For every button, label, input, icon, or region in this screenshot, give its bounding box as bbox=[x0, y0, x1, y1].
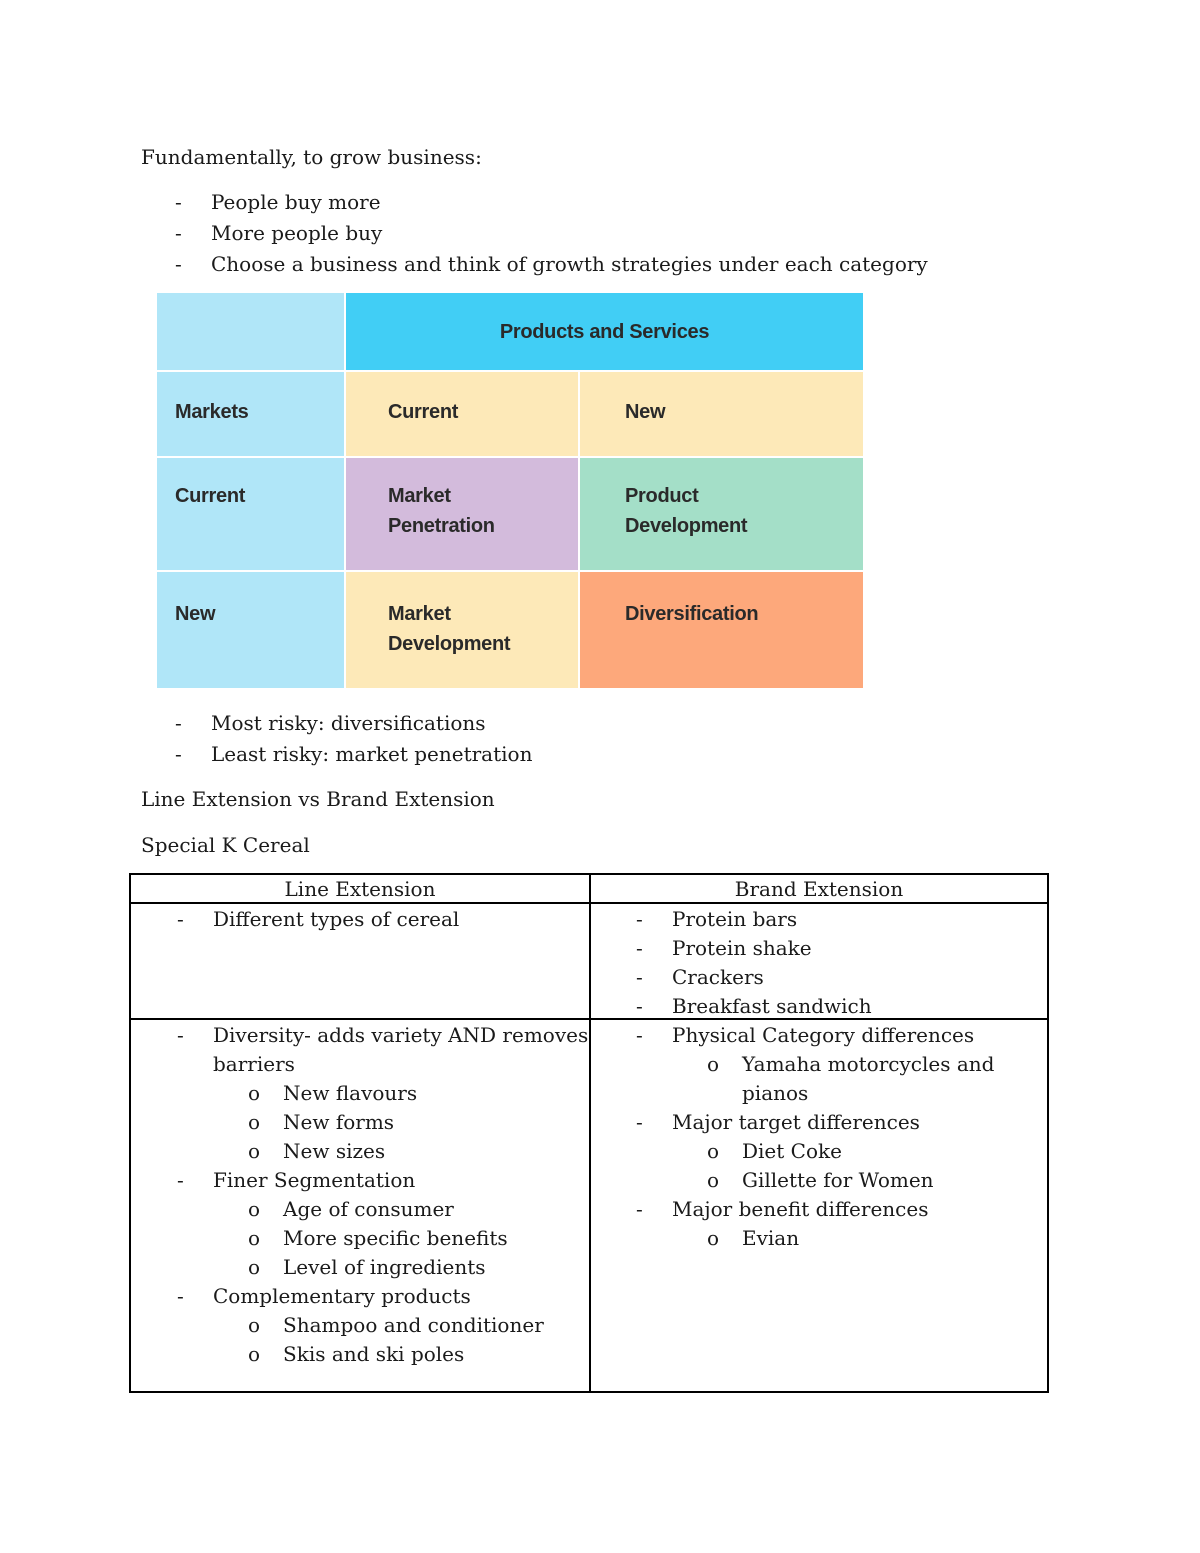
table-divider-header bbox=[131, 902, 1047, 904]
dash-marker: - bbox=[175, 252, 182, 276]
list-item: - Crackers bbox=[636, 965, 764, 989]
list-item: - Physical Category differences bbox=[636, 1023, 975, 1047]
list-item: o Diet Coke bbox=[707, 1139, 842, 1163]
list-item: - Most risky: diversifications bbox=[175, 711, 486, 735]
list-item: - Protein bars bbox=[636, 907, 798, 931]
dash-marker: - bbox=[175, 190, 182, 214]
list-item: o Shampoo and conditioner bbox=[248, 1313, 544, 1337]
list-item-continuation: pianos bbox=[742, 1081, 809, 1105]
row2-brand-extension-list bbox=[590, 1023, 994, 1255]
example-title: Special K Cereal bbox=[141, 833, 310, 857]
matrix-col-new: New bbox=[580, 372, 863, 456]
row1-line-extension-list bbox=[131, 907, 459, 936]
dash-marker: - bbox=[175, 221, 182, 245]
list-item: - Complementary products bbox=[177, 1284, 471, 1308]
list-item: o New forms bbox=[248, 1110, 395, 1134]
table-header-brand-extension: Brand Extension bbox=[734, 877, 904, 901]
comparison-table bbox=[129, 873, 1049, 1393]
list-item: - Major target differences bbox=[636, 1110, 920, 1134]
list-item: - Protein shake bbox=[636, 936, 812, 960]
list-item: - More people buy bbox=[175, 221, 383, 245]
list-item: - Major benefit differences bbox=[636, 1197, 929, 1221]
matrix-market-development: Market Development bbox=[346, 572, 578, 688]
list-item: - Breakfast sandwich bbox=[636, 994, 872, 1018]
dash-marker: - bbox=[175, 711, 182, 735]
list-item: o Skis and ski poles bbox=[248, 1342, 465, 1366]
list-item: - People buy more bbox=[175, 190, 381, 214]
matrix-row-new: New bbox=[157, 572, 344, 688]
matrix-header-products-services: Products and Services bbox=[346, 293, 863, 370]
list-item: o New flavours bbox=[248, 1081, 418, 1105]
list-item: o Level of ingredients bbox=[248, 1255, 486, 1279]
table-header-line-extension: Line Extension bbox=[284, 877, 436, 901]
matrix-markets-label: Markets bbox=[157, 372, 344, 456]
list-item: o Yamaha motorcycles and bbox=[707, 1052, 995, 1076]
intro-heading: Fundamentally, to grow business: bbox=[141, 145, 482, 169]
dash-marker: - bbox=[175, 742, 182, 766]
section-title: Line Extension vs Brand Extension bbox=[141, 787, 495, 811]
matrix-market-penetration: Market Penetration bbox=[346, 458, 578, 570]
matrix-col-current: Current bbox=[346, 372, 578, 456]
list-item: o Gillette for Women bbox=[707, 1168, 934, 1192]
list-item-continuation: barriers bbox=[213, 1052, 295, 1076]
matrix-product-development: Product Development bbox=[580, 458, 863, 570]
list-item: - Different types of cereal bbox=[177, 907, 460, 931]
list-item: - Least risky: market penetration bbox=[175, 742, 533, 766]
list-item: o Evian bbox=[707, 1226, 800, 1250]
list-item: o New sizes bbox=[248, 1139, 386, 1163]
risk-bullet-list bbox=[141, 711, 532, 773]
matrix-corner-cell bbox=[157, 293, 344, 370]
intro-bullet-list bbox=[141, 190, 928, 283]
list-item: - Finer Segmentation bbox=[177, 1168, 416, 1192]
matrix-diversification: Diversification bbox=[580, 572, 863, 688]
list-item: - Diversity- adds variety AND removes bbox=[177, 1023, 589, 1047]
matrix-row-current: Current bbox=[157, 458, 344, 570]
list-item: o Age of consumer bbox=[248, 1197, 454, 1221]
list-item: o More specific benefits bbox=[248, 1226, 508, 1250]
row2-line-extension-list bbox=[131, 1023, 588, 1371]
table-divider-row bbox=[131, 1018, 1047, 1020]
row1-brand-extension-list bbox=[590, 907, 872, 1023]
ansoff-matrix bbox=[157, 293, 863, 688]
list-item: - Choose a business and think of growth strategies under each category bbox=[175, 252, 928, 276]
